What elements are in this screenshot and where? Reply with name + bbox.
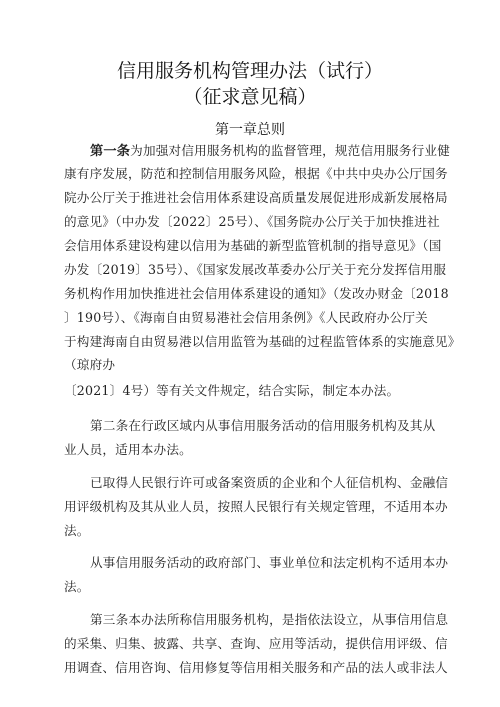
body-line: 院办公厅关于推进社会信用体系建设高质量发展促进形成新发展格局 xyxy=(64,190,448,205)
body-line: 办发〔2019〕35号）、《国家发展改革委办公厅关于充分发挥信用服 xyxy=(64,262,447,277)
body-line: 的采集、归集、披露、共享、查询、应用等活动，提供信用评级、信 xyxy=(64,636,448,651)
body-line: 第三条本办法所称信用服务机构，是指依法设立，从事信用信息 xyxy=(90,612,449,627)
document-title: 信用服务机构管理办法（试行） xyxy=(116,60,383,82)
body-line: 用评级机构及其从业人员，按照人民银行有关规定管理，不适用本办 xyxy=(64,499,448,514)
body-line: 于构建海南自由贸易港以信用监管为基础的过程监管体系的实施意见》 xyxy=(64,334,461,349)
body-line: 〕190号）、《海南自由贸易港社会信用条例》《人民政府办公厅关 xyxy=(64,310,428,325)
body-line: 会信用体系建设构建以信用为基础的新型监管机制的指导意见》（国 xyxy=(64,238,442,253)
body-line: 第二条在行政区域内从事信用服务活动的信用服务机构及其从 xyxy=(90,418,436,433)
body-line: （琼府办 xyxy=(64,357,116,372)
body-line: 已取得人民银行许可或备案资质的企业和个人征信机构、金融信 xyxy=(90,475,449,490)
article-1-text: 为加强对信用服务机构的监督管理，规范信用服务行业健 xyxy=(130,143,451,158)
body-line: 法。 xyxy=(64,523,90,538)
body-line: 业人员，适用本办法。 xyxy=(64,442,192,457)
chapter-heading: 第一章总则 xyxy=(215,122,285,138)
article-1-label: 第一条 xyxy=(90,144,131,159)
body-line: 务机构作用加快推进社会信用体系建设的通知》（发改办财金〔2018 xyxy=(64,286,449,301)
body-line: 法。 xyxy=(64,579,90,594)
body-line: 康有序发展，防范和控制信用服务风险，根据《中共中央办公厅国务 xyxy=(64,166,448,181)
article-1-line-1 xyxy=(90,142,450,161)
body-line: 从事信用服务活动的政府部门、事业单位和法定机构不适用本办 xyxy=(90,555,449,570)
document-subtitle: （征求意见稿） xyxy=(183,86,317,108)
body-line: 的意见》（中办发〔2022〕25号）、《国务院办公厅关于加快推进社 xyxy=(64,214,440,229)
body-line: 用调查、信用咨询、信用修复等信用相关服务和产品的法人或非法人 xyxy=(64,660,448,675)
body-line: 〔2021〕4号）等有关文件规定，结合实际，制定本办法。 xyxy=(64,383,400,398)
